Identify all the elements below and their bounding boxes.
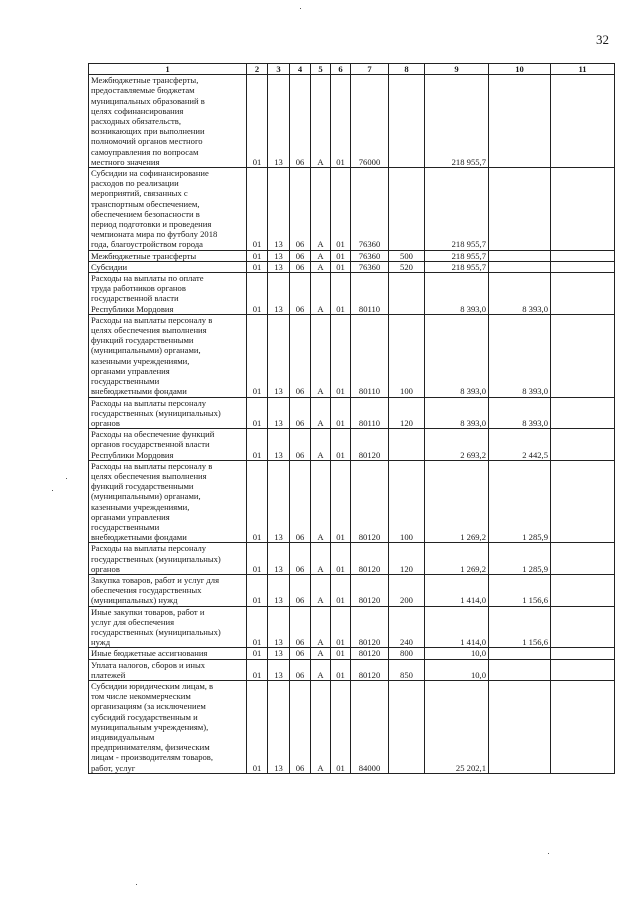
table-row <box>89 397 615 429</box>
cell-c10 <box>489 168 551 251</box>
row-name-line: органов <box>91 417 120 428</box>
cell-c5: А <box>311 606 331 648</box>
cell-c4: 06 <box>290 397 311 429</box>
row-name-line: государственной власти <box>91 293 179 304</box>
row-name-line: Республики Мордовия <box>91 449 174 460</box>
cell-c7: 80120 <box>351 606 389 648</box>
cell-c3: 13 <box>268 261 290 272</box>
row-name-line: мероприятий, связанных с <box>91 188 188 199</box>
cell-c7: 80120 <box>351 429 389 461</box>
cell-c11 <box>551 250 615 261</box>
cell-c6: 01 <box>331 680 351 773</box>
row-name <box>89 273 247 315</box>
scan-speck <box>52 490 53 491</box>
table-row <box>89 250 615 261</box>
row-name-line: обеспечения государственных <box>91 585 202 596</box>
cell-c8: 500 <box>389 250 425 261</box>
cell-c2: 01 <box>247 574 268 606</box>
scan-speck <box>136 884 137 885</box>
table-row <box>89 648 615 659</box>
row-name-line: том числе некоммерческим <box>91 691 191 702</box>
cell-c11 <box>551 574 615 606</box>
column-header: 11 <box>551 64 615 75</box>
cell-c11 <box>551 659 615 680</box>
cell-c5: А <box>311 168 331 251</box>
cell-c6: 01 <box>331 429 351 461</box>
page-number: 32 <box>596 32 609 47</box>
row-name-line: Уплата налогов, сборов и иных <box>91 659 206 670</box>
cell-c7: 76360 <box>351 250 389 261</box>
row-name-line: государственных (муниципальных) <box>91 553 221 564</box>
cell-c3: 13 <box>268 429 290 461</box>
cell-c11 <box>551 606 615 648</box>
cell-c5: А <box>311 648 331 659</box>
cell-c11 <box>551 680 615 773</box>
cell-c10: 1 285,9 <box>489 460 551 543</box>
row-name-line: Иные закупки товаров, работ и <box>91 606 205 617</box>
cell-c4: 06 <box>290 648 311 659</box>
cell-c2: 01 <box>247 460 268 543</box>
column-header: 6 <box>331 64 351 75</box>
row-name-line: внебюджетными фондами <box>91 532 187 543</box>
cell-c8: 850 <box>389 659 425 680</box>
cell-c3: 13 <box>268 606 290 648</box>
row-name-line: государственных (муниципальных) <box>91 626 221 637</box>
row-name-line: года, благоустройством города <box>91 239 203 250</box>
row-name-line: индивидуальным <box>91 732 155 742</box>
cell-c3: 13 <box>268 250 290 261</box>
cell-c8 <box>389 168 425 251</box>
cell-c5: А <box>311 574 331 606</box>
cell-c9: 1 269,2 <box>425 460 489 543</box>
column-header: 4 <box>290 64 311 75</box>
cell-c9: 1 414,0 <box>425 606 489 648</box>
cell-c10 <box>489 250 551 261</box>
cell-c4: 06 <box>290 574 311 606</box>
row-name-line: Субсидии на софинансирование <box>91 168 209 179</box>
cell-c5: А <box>311 314 331 397</box>
cell-c6: 01 <box>331 606 351 648</box>
cell-c11 <box>551 429 615 461</box>
row-name-line: Закупка товаров, работ и услуг для <box>91 574 220 585</box>
scan-speck <box>66 478 67 479</box>
cell-c10 <box>489 75 551 168</box>
row-name-line: (муниципальных) нужд <box>91 595 178 606</box>
cell-c3: 13 <box>268 168 290 251</box>
cell-c8: 200 <box>389 574 425 606</box>
row-name-line: субсидий государственным и <box>91 711 198 722</box>
cell-c5: А <box>311 397 331 429</box>
cell-c2: 01 <box>247 168 268 251</box>
row-name <box>89 261 247 272</box>
cell-c9: 2 693,2 <box>425 429 489 461</box>
row-name-line: Расходы на выплаты персоналу <box>91 397 207 408</box>
cell-c4: 06 <box>290 606 311 648</box>
cell-c7: 80120 <box>351 659 389 680</box>
cell-c4: 06 <box>290 314 311 397</box>
column-header: 9 <box>425 64 489 75</box>
table-row <box>89 659 615 680</box>
cell-c4: 06 <box>290 659 311 680</box>
row-name-line: предоставляемые бюджетам <box>91 85 195 96</box>
cell-c5: А <box>311 680 331 773</box>
cell-c2: 01 <box>247 75 268 168</box>
cell-c2: 01 <box>247 648 268 659</box>
row-name <box>89 397 247 429</box>
table-row <box>89 261 615 272</box>
cell-c6: 01 <box>331 314 351 397</box>
cell-c11 <box>551 168 615 251</box>
cell-c9: 1 269,2 <box>425 543 489 575</box>
cell-c6: 01 <box>331 543 351 575</box>
cell-c8: 520 <box>389 261 425 272</box>
row-name <box>89 168 247 251</box>
row-name-line: Расходы на обеспечение функций <box>91 429 215 440</box>
row-name-line: Субсидии юридическим лицам, в <box>91 680 214 691</box>
table-row <box>89 168 615 251</box>
row-name-line: функций государственными <box>91 481 194 492</box>
row-name-line: самоуправления по вопросам <box>91 146 199 157</box>
row-name-line: внебюджетными фондами <box>91 386 187 397</box>
table-row <box>89 574 615 606</box>
row-name <box>89 543 247 575</box>
cell-c10: 8 393,0 <box>489 273 551 315</box>
cell-c11 <box>551 261 615 272</box>
cell-c4: 06 <box>290 543 311 575</box>
cell-c7: 80120 <box>351 648 389 659</box>
row-name-line: (муниципальными) органами, <box>91 491 201 502</box>
cell-c3: 13 <box>268 314 290 397</box>
row-name <box>89 250 247 261</box>
cell-c6: 01 <box>331 397 351 429</box>
cell-c3: 13 <box>268 680 290 773</box>
cell-c6: 01 <box>331 261 351 272</box>
table-row <box>89 273 615 315</box>
row-name-line: услуг для обеспечения <box>91 616 175 627</box>
row-name-line: расходов по реализации <box>91 178 179 189</box>
table-row <box>89 75 615 168</box>
cell-c6: 01 <box>331 75 351 168</box>
row-name-line: казенными учреждениями, <box>91 355 190 366</box>
cell-c6: 01 <box>331 168 351 251</box>
cell-c3: 13 <box>268 75 290 168</box>
cell-c5: А <box>311 659 331 680</box>
cell-c8: 120 <box>389 543 425 575</box>
column-header: 3 <box>268 64 290 75</box>
cell-c4: 06 <box>290 680 311 773</box>
column-header: 10 <box>489 64 551 75</box>
row-name-line: органов <box>91 563 120 574</box>
cell-c9: 218 955,7 <box>425 261 489 272</box>
row-name-line: функций государственными <box>91 335 194 346</box>
cell-c3: 13 <box>268 659 290 680</box>
cell-c5: А <box>311 75 331 168</box>
cell-c5: А <box>311 543 331 575</box>
row-name-line: расходных обязательств, <box>91 116 181 127</box>
cell-c3: 13 <box>268 648 290 659</box>
cell-c5: А <box>311 429 331 461</box>
cell-c8: 120 <box>389 397 425 429</box>
column-header: 7 <box>351 64 389 75</box>
table-row <box>89 460 615 543</box>
row-name-line: муниципальным учреждениям), <box>91 721 209 732</box>
cell-c11 <box>551 75 615 168</box>
cell-c2: 01 <box>247 680 268 773</box>
row-name-line: органами управления <box>91 365 170 376</box>
row-name-line: государственных (муниципальных) <box>91 407 221 418</box>
cell-c4: 06 <box>290 261 311 272</box>
row-name <box>89 460 247 543</box>
cell-c9: 10,0 <box>425 648 489 659</box>
cell-c10: 1 156,6 <box>489 574 551 606</box>
cell-c9: 1 414,0 <box>425 574 489 606</box>
row-name <box>89 659 247 680</box>
row-name <box>89 648 247 659</box>
cell-c2: 01 <box>247 261 268 272</box>
table-row <box>89 606 615 648</box>
cell-c2: 01 <box>247 250 268 261</box>
cell-c10: 8 393,0 <box>489 314 551 397</box>
cell-c2: 01 <box>247 314 268 397</box>
row-name-line: муниципальных образований в <box>91 95 205 106</box>
row-name-line: чемпионата мира по футболу 2018 <box>91 229 218 240</box>
cell-c9: 8 393,0 <box>425 273 489 315</box>
cell-c5: А <box>311 261 331 272</box>
cell-c6: 01 <box>331 460 351 543</box>
column-header: 1 <box>89 64 247 75</box>
row-name-line: Межбюджетные трансферты <box>91 250 197 261</box>
cell-c8: 800 <box>389 648 425 659</box>
row-name-line: государственными <box>91 376 160 387</box>
row-name-line: работ, услуг <box>91 762 136 773</box>
cell-c3: 13 <box>268 460 290 543</box>
row-name <box>89 75 247 168</box>
row-name-line: лицам - производителям товаров, <box>91 752 213 763</box>
cell-c11 <box>551 314 615 397</box>
table-row <box>89 314 615 397</box>
cell-c7: 80110 <box>351 314 389 397</box>
cell-c6: 01 <box>331 659 351 680</box>
cell-c11 <box>551 397 615 429</box>
cell-c3: 13 <box>268 397 290 429</box>
cell-c6: 01 <box>331 648 351 659</box>
table-body <box>89 75 615 774</box>
row-name-line: полномочий органов местного <box>91 136 203 147</box>
row-name-line: Расходы на выплаты персоналу в <box>91 460 213 471</box>
cell-c8 <box>389 75 425 168</box>
cell-c2: 01 <box>247 429 268 461</box>
cell-c9: 218 955,7 <box>425 250 489 261</box>
cell-c10: 2 442,5 <box>489 429 551 461</box>
cell-c8: 100 <box>389 460 425 543</box>
cell-c10 <box>489 261 551 272</box>
cell-c11 <box>551 648 615 659</box>
row-name-line: организациям (за исключением <box>91 701 206 712</box>
row-name-line: местного значения <box>91 156 160 167</box>
cell-c11 <box>551 273 615 315</box>
cell-c8 <box>389 680 425 773</box>
scan-speck <box>300 8 301 9</box>
cell-c8: 100 <box>389 314 425 397</box>
row-name <box>89 574 247 606</box>
row-name-line: обеспечением безопасности в <box>91 208 200 219</box>
row-name <box>89 314 247 397</box>
row-name-line: органов государственной власти <box>91 439 210 450</box>
table-row <box>89 680 615 773</box>
scan-speck <box>548 853 549 854</box>
row-name-line: целях обеспечения выполнения <box>91 470 207 481</box>
cell-c4: 06 <box>290 273 311 315</box>
cell-c2: 01 <box>247 606 268 648</box>
cell-c6: 01 <box>331 273 351 315</box>
row-name-line: платежей <box>91 669 126 680</box>
cell-c5: А <box>311 273 331 315</box>
cell-c7: 80120 <box>351 460 389 543</box>
column-header: 8 <box>389 64 425 75</box>
cell-c7: 80110 <box>351 397 389 429</box>
cell-c4: 06 <box>290 75 311 168</box>
cell-c10: 1 156,6 <box>489 606 551 648</box>
cell-c6: 01 <box>331 250 351 261</box>
table-row <box>89 543 615 575</box>
row-name-line: Иные бюджетные ассигнования <box>91 648 208 659</box>
row-name-line: целях обеспечения выполнения <box>91 325 207 336</box>
cell-c4: 06 <box>290 168 311 251</box>
cell-c3: 13 <box>268 273 290 315</box>
cell-c2: 01 <box>247 659 268 680</box>
table-row <box>89 429 615 461</box>
row-name-line: труда работников органов <box>91 283 186 294</box>
cell-c9: 8 393,0 <box>425 314 489 397</box>
cell-c10: 1 285,9 <box>489 543 551 575</box>
row-name-line: период подготовки и проведения <box>91 219 212 230</box>
header-row <box>89 64 615 75</box>
row-name-line: транспортным обеспечением, <box>91 198 200 209</box>
cell-c4: 06 <box>290 250 311 261</box>
cell-c7: 84000 <box>351 680 389 773</box>
row-name-line: целях софинансирования <box>91 105 184 116</box>
cell-c10 <box>489 659 551 680</box>
row-name-line: Расходы на выплаты по оплате <box>91 273 204 284</box>
row-name-line: возникающих при выполнении <box>91 126 205 137</box>
row-name <box>89 429 247 461</box>
cell-c7: 80120 <box>351 574 389 606</box>
cell-c10 <box>489 648 551 659</box>
cell-c9: 218 955,7 <box>425 168 489 251</box>
cell-c5: А <box>311 250 331 261</box>
cell-c9: 10,0 <box>425 659 489 680</box>
row-name-line: Межбюджетные трансферты, <box>91 75 199 86</box>
row-name-line: предпринимателям, физическим <box>91 742 210 753</box>
column-header: 5 <box>311 64 331 75</box>
row-name-line: Расходы на выплаты персоналу <box>91 543 207 554</box>
cell-c4: 06 <box>290 460 311 543</box>
cell-c7: 80110 <box>351 273 389 315</box>
row-name <box>89 680 247 773</box>
row-name-line: (муниципальными) органами, <box>91 345 201 356</box>
row-name-line: государственными <box>91 521 160 532</box>
cell-c8: 240 <box>389 606 425 648</box>
row-name <box>89 606 247 648</box>
cell-c7: 80120 <box>351 543 389 575</box>
cell-c6: 01 <box>331 574 351 606</box>
budget-table <box>88 63 615 774</box>
row-name-line: Расходы на выплаты персоналу в <box>91 314 213 325</box>
cell-c8 <box>389 429 425 461</box>
row-name-line: нужд <box>91 637 111 648</box>
cell-c11 <box>551 543 615 575</box>
cell-c9: 218 955,7 <box>425 75 489 168</box>
cell-c3: 13 <box>268 543 290 575</box>
row-name-line: Республики Мордовия <box>91 303 174 314</box>
cell-c10 <box>489 680 551 773</box>
row-name-line: органами управления <box>91 511 170 522</box>
cell-c8 <box>389 273 425 315</box>
cell-c3: 13 <box>268 574 290 606</box>
cell-c4: 06 <box>290 429 311 461</box>
row-name-line: Субсидии <box>91 261 128 272</box>
cell-c9: 8 393,0 <box>425 397 489 429</box>
cell-c7: 76000 <box>351 75 389 168</box>
cell-c7: 76360 <box>351 261 389 272</box>
cell-c11 <box>551 460 615 543</box>
column-header: 2 <box>247 64 268 75</box>
cell-c10: 8 393,0 <box>489 397 551 429</box>
row-name-line: казенными учреждениями, <box>91 501 190 512</box>
cell-c7: 76360 <box>351 168 389 251</box>
cell-c5: А <box>311 460 331 543</box>
cell-c2: 01 <box>247 273 268 315</box>
cell-c2: 01 <box>247 543 268 575</box>
cell-c9: 25 202,1 <box>425 680 489 773</box>
cell-c2: 01 <box>247 397 268 429</box>
